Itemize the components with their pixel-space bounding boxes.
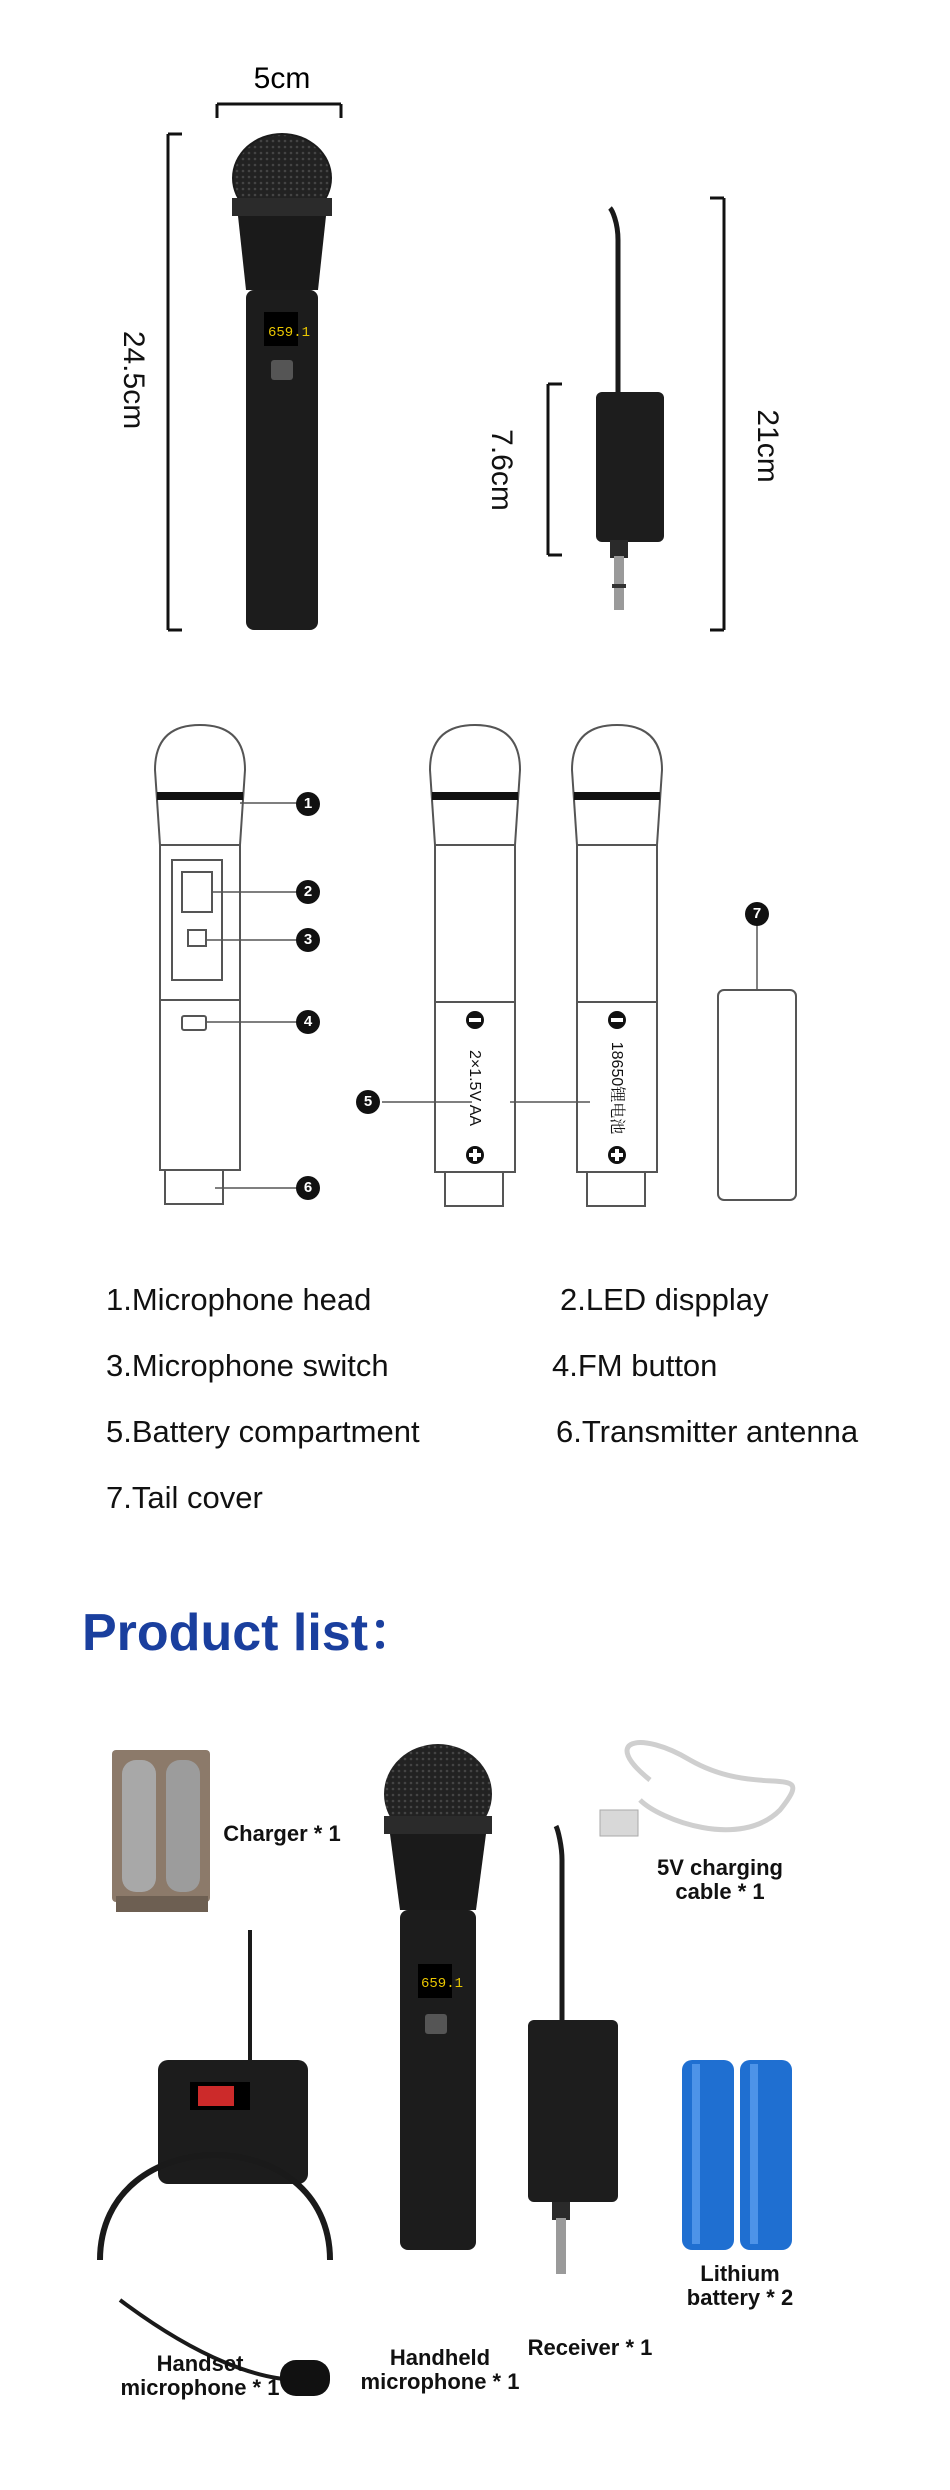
cable-photo bbox=[600, 1743, 793, 1836]
mic1-head-outline bbox=[155, 725, 245, 845]
product-photos bbox=[0, 1720, 950, 2420]
receiver-total-label: 21cm bbox=[751, 409, 784, 483]
callout-7: 7 bbox=[745, 902, 769, 926]
callout-3: 3 bbox=[296, 928, 320, 952]
legend-item-1: 1.Microphone head bbox=[106, 1282, 372, 1317]
charger-photo bbox=[112, 1750, 210, 1912]
svg-text:659.1: 659.1 bbox=[421, 1976, 464, 1992]
callout-6: 6 bbox=[296, 1176, 320, 1200]
mic-height-label: 24.5cm bbox=[117, 330, 150, 430]
svg-text:659.1: 659.1 bbox=[268, 325, 311, 341]
cable-label-line1: 5V charging bbox=[657, 1855, 783, 1880]
mic-height-bracket bbox=[168, 134, 182, 630]
legend-item-5: 5.Battery compartment bbox=[106, 1414, 420, 1449]
dimension-figure bbox=[0, 0, 950, 660]
battery-symbols bbox=[466, 1011, 626, 1164]
handheld-mic-photo bbox=[232, 133, 332, 630]
handset-label-line1: Handset bbox=[156, 2351, 244, 2376]
lithium-batteries-photo bbox=[682, 2060, 792, 2250]
receiver-photo-2 bbox=[528, 1826, 618, 2274]
product-list-title: Product list： bbox=[82, 1604, 421, 1662]
handheld-label-line1: Handheld bbox=[389, 2345, 491, 2370]
headset-photo bbox=[100, 1930, 330, 2396]
handset-label-line2: microphone * 1 bbox=[120, 2375, 280, 2400]
callout-2: 2 bbox=[296, 880, 320, 904]
legend-item-6: 6.Transmitter antenna bbox=[556, 1414, 859, 1449]
callout-4: 4 bbox=[296, 1010, 320, 1034]
legend-item-7: 7.Tail cover bbox=[106, 1480, 263, 1515]
charger-label: Charger * 1 bbox=[223, 1821, 341, 1846]
lithium-battery-label: 18650锂电池 bbox=[608, 1041, 625, 1135]
receiver-label: Receiver * 1 bbox=[527, 2335, 653, 2360]
lithium-label-line1: Lithium bbox=[700, 2261, 780, 2286]
callout-1: 1 bbox=[296, 792, 320, 816]
mic-width-bracket bbox=[217, 104, 341, 118]
legend-item-2: 2.LED dispplay bbox=[560, 1282, 769, 1317]
parts-diagram bbox=[0, 700, 950, 1230]
handheld-mic-photo-2 bbox=[384, 1744, 492, 2250]
callout-5: 5 bbox=[356, 1090, 380, 1114]
legend-item-3: 3.Microphone switch bbox=[106, 1348, 389, 1383]
aa-battery-label: 2×1.5V AA bbox=[466, 1049, 483, 1127]
receiver-total-bracket bbox=[710, 198, 724, 630]
handheld-label-line2: microphone * 1 bbox=[360, 2369, 520, 2394]
receiver-photo bbox=[596, 208, 664, 610]
receiver-body-label: 7.6cm bbox=[485, 429, 518, 511]
mic-width-label: 5cm bbox=[253, 62, 311, 95]
cable-label-line2: cable * 1 bbox=[675, 1879, 765, 1904]
legend-item-4: 4.FM button bbox=[552, 1348, 718, 1383]
lithium-label-line2: battery * 2 bbox=[686, 2285, 794, 2310]
receiver-body-bracket bbox=[548, 384, 562, 555]
